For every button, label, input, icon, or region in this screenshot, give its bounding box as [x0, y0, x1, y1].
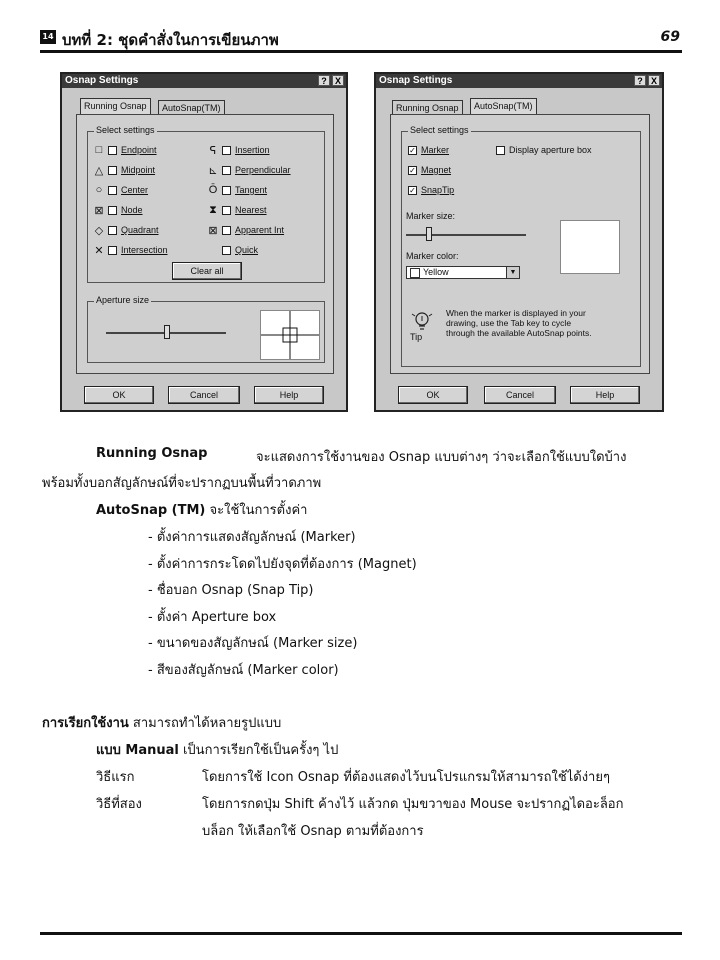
dialog-title: Osnap Settings — [65, 75, 139, 86]
tip-label: Tip — [410, 332, 423, 342]
tab-running-osnap[interactable]: Running Osnap — [392, 100, 463, 114]
running-osnap-desc-cont: พร้อมทั้งบอกสัญลักษณ์ที่จะปรากฏบนพื้นที่วาดภาพ — [42, 476, 322, 491]
tab-panel — [76, 114, 334, 374]
marker-size-slider-thumb[interactable] — [426, 227, 432, 241]
tip-lightbulb-icon — [410, 310, 434, 332]
dialog-titlebar — [376, 74, 662, 88]
tip-line: drawing, use the Tab key to cycle — [446, 318, 572, 328]
bullet-item: - ตั้งค่าการแสดงสัญลักษณ์ (Marker) — [148, 530, 356, 545]
help-title-button[interactable]: ? — [634, 75, 646, 86]
option-label: Marker — [421, 145, 450, 155]
bullet-item: - ชื่อบอก Osnap (Snap Tip) — [148, 583, 314, 598]
marker-color-label: Marker color: — [406, 251, 459, 261]
dialog-title: Osnap Settings — [379, 75, 453, 86]
manual-desc: เป็นการเรียกใช้เป็นครั้งๆ ไป — [178, 743, 339, 758]
close-button[interactable]: X — [648, 75, 660, 86]
help-title-button[interactable]: ? — [318, 75, 330, 86]
page-header — [40, 28, 682, 50]
marker-size-label: Marker size: — [406, 211, 456, 221]
bullet-item: - ขนาดของสัญลักษณ์ (Marker size) — [148, 636, 358, 651]
checkbox[interactable] — [108, 166, 117, 175]
osnap-option[interactable] — [206, 224, 284, 236]
method1-label: วิธีแรก — [96, 770, 135, 785]
marker-preview — [560, 220, 620, 274]
paragraph-autosnap — [96, 499, 307, 520]
checkbox[interactable] — [222, 146, 231, 155]
osnap-option[interactable] — [206, 244, 258, 256]
aperture-crosshair-icon — [261, 311, 319, 359]
option-label: Quick — [235, 245, 259, 255]
option-label: Node — [121, 205, 143, 215]
osnap-option[interactable] — [206, 184, 267, 196]
running-osnap-desc: จะแสดงการใช้งานของ Osnap แบบต่างๆ ว่าจะเลือกใช้แบบใดบ้าง — [256, 450, 627, 465]
cancel-button[interactable]: Cancel — [168, 386, 240, 404]
checkbox[interactable] — [108, 206, 117, 215]
term-usage: การเรียกใช้งาน — [42, 716, 129, 731]
ok-button[interactable]: OK — [84, 386, 154, 404]
ok-button[interactable]: OK — [398, 386, 468, 404]
osnap-symbol-icon: ⊠ — [208, 224, 218, 237]
osnap-symbol-icon: ⊠ — [94, 204, 104, 217]
term-running-osnap: Running Osnap — [96, 446, 208, 461]
color-swatch — [410, 268, 420, 278]
checkbox[interactable] — [222, 206, 231, 215]
tip-line: When the marker is displayed in your — [446, 308, 586, 318]
tip-text — [446, 308, 592, 338]
option-label: Apparent Int — [235, 225, 285, 235]
osnap-option[interactable] — [206, 204, 267, 216]
bullet-item: - สีของสัญลักษณ์ (Marker color) — [148, 662, 339, 678]
bullet-item: - ตั้งค่าการกระโดดไปยังจุดที่ต้องการ (Magnet) — [148, 556, 417, 572]
checkbox[interactable] — [222, 246, 231, 255]
osnap-symbol-icon: Ō — [208, 184, 218, 196]
option-label: Quadrant — [121, 225, 159, 235]
footer-rule — [40, 932, 682, 935]
tip-line: through the available AutoSnap points. — [446, 328, 592, 338]
option-label: Endpoint — [121, 145, 157, 155]
close-button[interactable]: X — [332, 75, 344, 86]
osnap-dialog-running — [60, 72, 348, 412]
osnap-option[interactable] — [92, 204, 143, 216]
bullet-item: - ตั้งค่า Aperture box — [148, 609, 277, 625]
option-label: Midpoint — [121, 165, 156, 175]
autosnap-desc: จะใช้ในการตั้งค่า — [205, 503, 308, 518]
header-rule — [40, 50, 682, 53]
tab-panel — [390, 114, 650, 374]
checkbox[interactable] — [108, 146, 117, 155]
checkbox[interactable]: ✓ — [409, 165, 416, 175]
aperture-slider-thumb[interactable] — [164, 325, 170, 339]
marker-color-select[interactable] — [406, 266, 520, 279]
option-label: Intersection — [121, 245, 168, 255]
osnap-option[interactable] — [92, 164, 155, 176]
osnap-symbol-icon: ◇ — [94, 224, 104, 237]
help-button[interactable]: Help — [254, 386, 324, 404]
option-label: Display aperture box — [509, 145, 592, 155]
option-label: SnapTip — [421, 185, 455, 195]
group-label: Select settings — [410, 125, 469, 135]
checkbox[interactable] — [108, 186, 117, 195]
option-label: Insertion — [235, 145, 270, 155]
osnap-option[interactable] — [92, 244, 168, 256]
method1-text: โดยการใช้ Icon Osnap ที่ต้องแสดงไว้บนโปรแกรมให้สามารถใช้ได้ง่ายๆ — [202, 770, 610, 785]
osnap-symbol-icon: ᕋ — [209, 144, 217, 157]
chevron-down-icon[interactable]: ▼ — [506, 267, 519, 278]
group-label: Aperture size — [96, 295, 150, 305]
chapter-logo-icon: 14 — [40, 30, 56, 44]
checkbox[interactable]: ✓ — [409, 185, 416, 195]
page-number: 69 — [660, 29, 680, 45]
method2-label: วิธีที่สอง — [96, 797, 142, 812]
autosnap-option[interactable] — [406, 144, 449, 156]
checkbox[interactable] — [222, 186, 231, 195]
option-label: Tangent — [235, 185, 268, 195]
checkbox[interactable]: ✓ — [409, 145, 416, 155]
color-value: Yellow — [423, 267, 449, 277]
tab-autosnap[interactable]: AutoSnap(TM) — [470, 98, 537, 114]
checkbox[interactable] — [222, 226, 231, 235]
option-label: Magnet — [421, 165, 452, 175]
paragraph-manual — [96, 739, 338, 760]
checkbox[interactable] — [108, 226, 117, 235]
aperture-preview — [260, 310, 320, 360]
osnap-dialog-autosnap — [374, 72, 664, 412]
osnap-symbol-icon: ○ — [95, 184, 103, 196]
checkbox[interactable] — [108, 246, 117, 255]
aperture-size-group — [87, 295, 325, 363]
cancel-button[interactable]: Cancel — [484, 386, 556, 404]
option-label: Nearest — [235, 205, 267, 215]
osnap-option[interactable] — [92, 184, 148, 196]
method2-text: โดยการกดปุ่ม Shift ค้างไว้ แล้วกด ปุ่มขวาของ Mouse จะปรากฏไดอะล็อก — [202, 797, 624, 812]
clear-all-button[interactable]: Clear all — [172, 262, 242, 280]
tab-running-osnap[interactable]: Running Osnap — [80, 98, 151, 114]
autosnap-option[interactable] — [406, 164, 451, 176]
usage-desc: สามารถทำได้หลายรูปแบบ — [128, 716, 282, 731]
checkbox[interactable] — [222, 166, 231, 175]
paragraph-usage — [42, 712, 281, 733]
dialog-titlebar — [62, 74, 346, 88]
display-aperture-option[interactable] — [494, 144, 592, 156]
osnap-option[interactable] — [92, 224, 159, 236]
paragraph-running-osnap — [96, 446, 207, 461]
select-settings-group — [87, 125, 325, 283]
osnap-symbol-icon: □ — [95, 144, 103, 156]
osnap-symbol-icon: △ — [94, 164, 104, 177]
osnap-option[interactable] — [92, 144, 157, 156]
method2-text-cont: บล็อก ให้เลือกใช้ Osnap ตามที่ต้องการ — [202, 824, 424, 839]
term-manual: แบบ Manual — [96, 743, 179, 758]
tab-autosnap[interactable]: AutoSnap(TM) — [158, 100, 225, 114]
marker-size-slider-track[interactable] — [406, 234, 526, 236]
osnap-symbol-icon: ⊾ — [208, 164, 218, 177]
select-settings-group — [401, 125, 641, 367]
osnap-option[interactable] — [206, 164, 291, 176]
chapter-title: บทที่ 2: ชุดคำสั่งในการเขียนภาพ — [62, 31, 279, 49]
checkbox[interactable] — [496, 146, 505, 155]
option-label: Center — [121, 185, 149, 195]
help-button[interactable]: Help — [570, 386, 640, 404]
osnap-option[interactable] — [206, 144, 270, 156]
osnap-symbol-icon: ⧗ — [209, 203, 217, 216]
term-autosnap: AutoSnap (TM) — [96, 503, 206, 518]
option-label: Perpendicular — [235, 165, 291, 175]
group-label: Select settings — [96, 125, 155, 135]
autosnap-option[interactable] — [406, 184, 454, 196]
osnap-symbol-icon: ✕ — [94, 244, 104, 257]
